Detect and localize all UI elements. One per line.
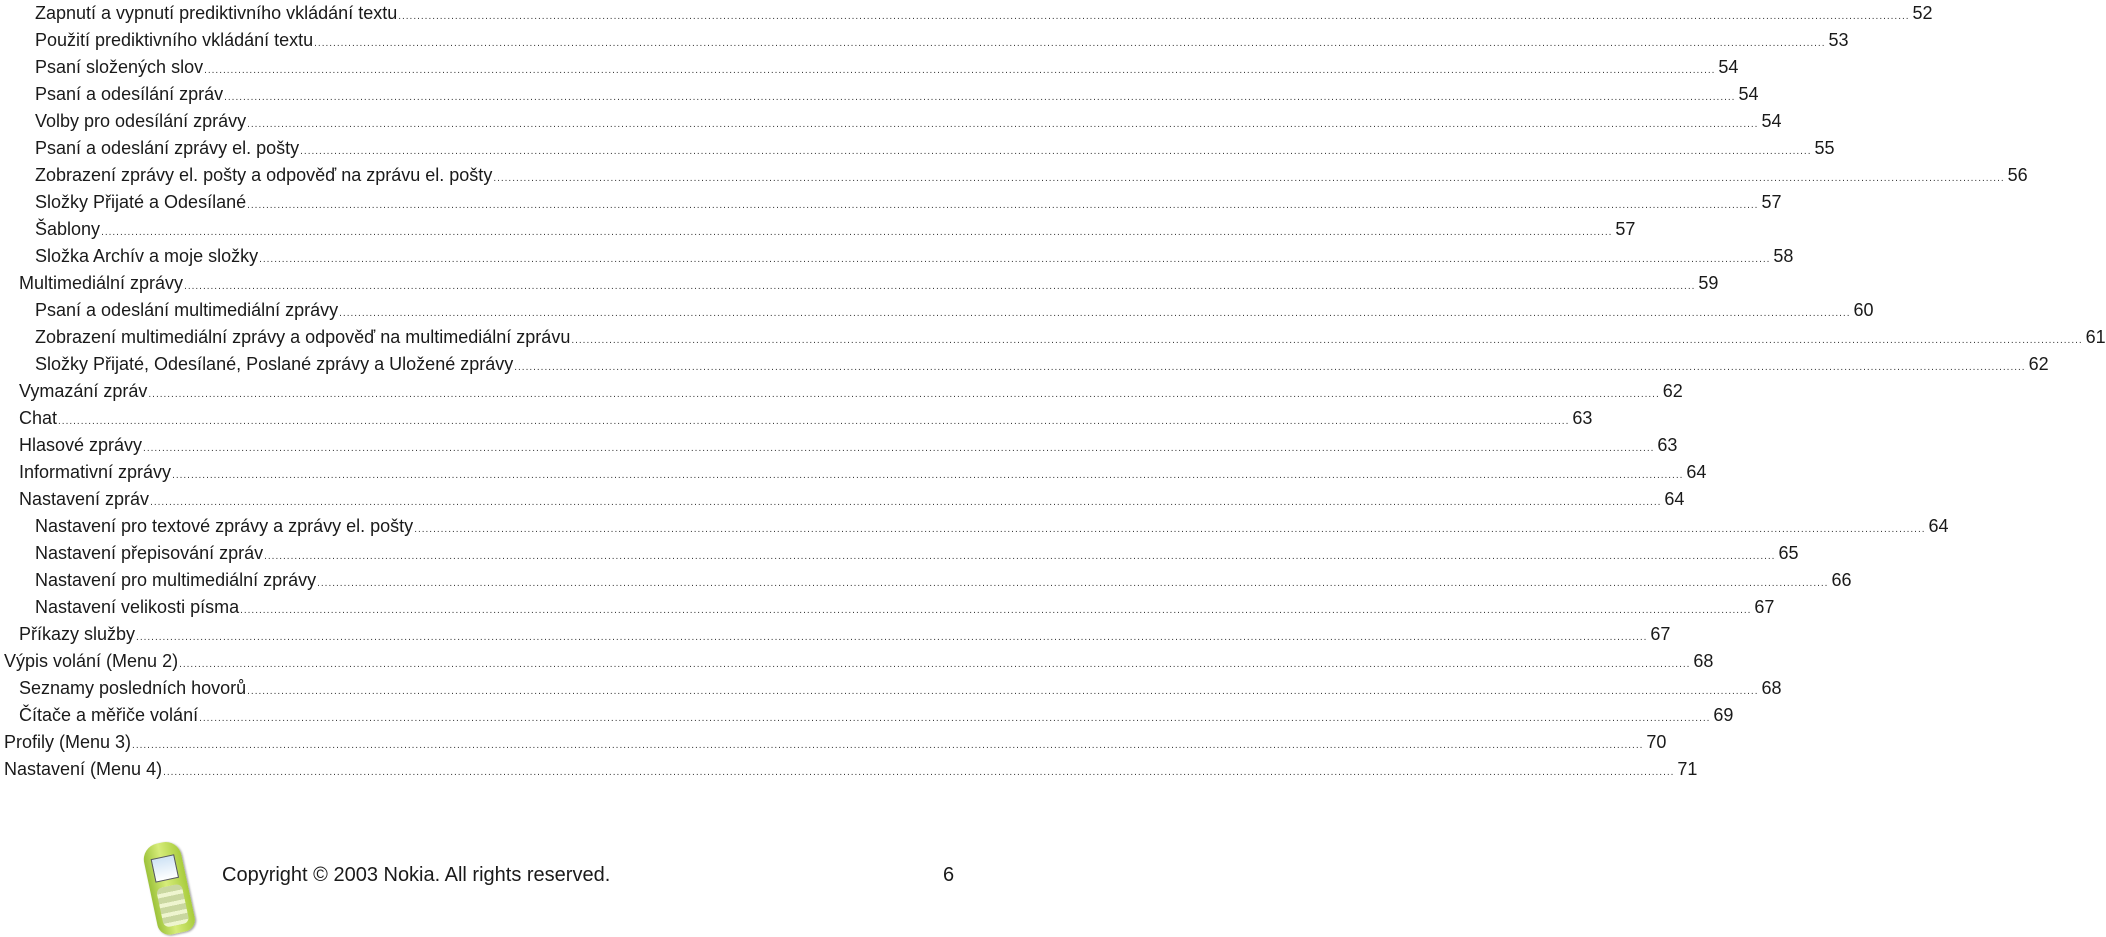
copyright-text: Copyright © 2003 Nokia. All rights reserved. (222, 864, 611, 886)
toc-entry-title: Multimediální zprávy (19, 273, 184, 293)
toc-entry-title: Složky Přijaté a Odesílané (35, 192, 247, 212)
toc-entry-title: Informativní zprávy (19, 462, 172, 482)
toc-entry-title: Zapnutí a vypnutí prediktivního vkládání textu (35, 3, 398, 23)
toc-entry-page: 63 (1657, 435, 1678, 455)
toc-entry-title: Šablony (35, 219, 101, 239)
toc-entry-page: 60 (1853, 300, 1874, 320)
nokia-phone-image (141, 839, 197, 937)
toc-entry[interactable] (0, 189, 1782, 216)
toc-entry-title: Zobrazení multimediální zprávy a odpověď na multimediální zprávu (35, 327, 571, 347)
toc-entry-title: Nastavení přepisování zpráv (35, 543, 264, 563)
dot-leader: ................................................................................................................................................................................................................................................................................................................................................................................................................ (247, 200, 1759, 211)
toc-entry-page: 63 (1572, 408, 1593, 428)
dot-leader: ................................................................................................................................................................................................................................................................................................................................................................................................................ (163, 767, 1675, 778)
dot-leader: ................................................................................................................................................................................................................................................................................................................................................................................................................ (300, 146, 1812, 157)
toc-entry-page: 66 (1831, 570, 1852, 590)
dot-leader: ................................................................................................................................................................................................................................................................................................................................................................................................................ (136, 632, 1648, 643)
dot-leader: ................................................................................................................................................................................................................................................................................................................................................................................................................ (339, 308, 1851, 319)
toc-entry-title: Zobrazení zprávy el. pošty a odpověď na zprávu el. pošty (35, 165, 493, 185)
toc-entry[interactable] (0, 513, 1949, 540)
dot-leader: ................................................................................................................................................................................................................................................................................................................................................................................................................ (224, 92, 1736, 103)
dot-leader: ................................................................................................................................................................................................................................................................................................................................................................................................................ (514, 362, 2026, 373)
toc-entry[interactable] (0, 324, 2106, 351)
toc-entry[interactable] (0, 54, 1739, 81)
dot-leader: ................................................................................................................................................................................................................................................................................................................................................................................................................ (240, 605, 1752, 616)
dot-leader: ................................................................................................................................................................................................................................................................................................................................................................................................................ (571, 335, 2083, 346)
toc-entry-page: 55 (1814, 138, 1835, 158)
toc-entry[interactable] (0, 459, 1707, 486)
dot-leader: ................................................................................................................................................................................................................................................................................................................................................................................................................ (58, 416, 1570, 427)
toc-entry-title: Čítače a měřiče volání (19, 705, 199, 725)
dot-leader: ................................................................................................................................................................................................................................................................................................................................................................................................................ (493, 173, 2005, 184)
toc-entry[interactable] (0, 27, 1849, 54)
toc-entry-title: Výpis volání (Menu 2) (4, 651, 179, 671)
toc-entry-page: 65 (1778, 543, 1799, 563)
toc-entry-page: 71 (1677, 759, 1698, 779)
toc-entry-title: Psaní a odeslání multimediální zprávy (35, 300, 339, 320)
toc-entry[interactable] (0, 594, 1775, 621)
toc-entry[interactable] (0, 567, 1852, 594)
toc-entry-page: 69 (1713, 705, 1734, 725)
dot-leader: ................................................................................................................................................................................................................................................................................................................................................................................................................ (317, 578, 1829, 589)
toc-entry-title: Nastavení pro multimediální zprávy (35, 570, 317, 590)
toc-entry[interactable] (0, 162, 2028, 189)
dot-leader: ................................................................................................................................................................................................................................................................................................................................................................................................................ (264, 551, 1776, 562)
dot-leader: ................................................................................................................................................................................................................................................................................................................................................................................................................ (314, 38, 1826, 49)
toc-entry[interactable] (0, 702, 1734, 729)
toc-entry-page: 64 (1928, 516, 1949, 536)
toc-entry[interactable] (0, 0, 1933, 27)
toc-entry-page: 54 (1761, 111, 1782, 131)
toc-entry-page: 58 (1773, 246, 1794, 266)
toc-entry-title: Nastavení velikosti písma (35, 597, 240, 617)
toc-entry-page: 57 (1761, 192, 1782, 212)
toc-entry-page: 68 (1761, 678, 1782, 698)
toc-entry-page: 67 (1650, 624, 1671, 644)
toc-entry-title: Hlasové zprávy (19, 435, 143, 455)
toc-entry-title: Profily (Menu 3) (4, 732, 132, 752)
dot-leader: ................................................................................................................................................................................................................................................................................................................................................................................................................ (150, 497, 1662, 508)
toc-entry[interactable] (0, 297, 1874, 324)
toc-entry-page: 64 (1686, 462, 1707, 482)
toc-entry-title: Volby pro odesílání zprávy (35, 111, 247, 131)
toc-entry-title: Vymazání zpráv (19, 381, 148, 401)
toc-entry-title: Seznamy posledních hovorů (19, 678, 247, 698)
toc-entry[interactable] (0, 648, 1714, 675)
toc-entry-page: 64 (1664, 489, 1685, 509)
toc-entry-page: 59 (1698, 273, 1719, 293)
phone-screen (151, 854, 179, 882)
dot-leader: ................................................................................................................................................................................................................................................................................................................................................................................................................ (247, 686, 1759, 697)
toc-entry[interactable] (0, 405, 1593, 432)
page-footer (0, 820, 960, 933)
toc-entry-page: 56 (2007, 165, 2028, 185)
toc-entry-page: 70 (1646, 732, 1667, 752)
dot-leader: ................................................................................................................................................................................................................................................................................................................................................................................................................ (132, 740, 1644, 751)
toc-entry-page: 62 (2028, 354, 2049, 374)
toc-entry[interactable] (0, 81, 1759, 108)
toc-entry-title: Chat (19, 408, 58, 428)
toc-entry-page: 52 (1912, 3, 1933, 23)
toc-entry-page: 53 (1828, 30, 1849, 50)
phone-keypad (156, 883, 190, 928)
dot-leader: ................................................................................................................................................................................................................................................................................................................................................................................................................ (199, 713, 1711, 724)
toc-entry-page: 61 (2085, 327, 2106, 347)
toc-entry[interactable] (0, 675, 1782, 702)
toc-entry[interactable] (0, 432, 1678, 459)
dot-leader: ................................................................................................................................................................................................................................................................................................................................................................................................................ (204, 65, 1716, 76)
dot-leader: ................................................................................................................................................................................................................................................................................................................................................................................................................ (184, 281, 1696, 292)
dot-leader: ................................................................................................................................................................................................................................................................................................................................................................................................................ (247, 119, 1759, 130)
toc-entry[interactable] (0, 135, 1835, 162)
toc-entry-title: Nastavení (Menu 4) (4, 759, 163, 779)
toc-entry-page: 54 (1718, 57, 1739, 77)
toc-entry[interactable] (0, 270, 1719, 297)
dot-leader: ................................................................................................................................................................................................................................................................................................................................................................................................................ (101, 227, 1613, 238)
toc-entry[interactable] (0, 486, 1685, 513)
toc-entry-title: Složky Přijaté, Odesílané, Poslané zprávy a Uložené zprávy (35, 354, 514, 374)
toc-entry[interactable] (0, 108, 1782, 135)
toc-entry[interactable] (0, 621, 1671, 648)
toc-entry[interactable] (0, 378, 1683, 405)
toc-entry[interactable] (0, 540, 1799, 567)
dot-leader: ................................................................................................................................................................................................................................................................................................................................................................................................................ (398, 11, 1910, 22)
toc-entry-title: Použití prediktivního vkládání textu (35, 30, 314, 50)
toc-entry-page: 57 (1615, 219, 1636, 239)
toc-entry[interactable] (0, 729, 1667, 756)
toc-entry-title: Psaní složených slov (35, 57, 204, 77)
toc-entry-page: 68 (1693, 651, 1714, 671)
dot-leader: ................................................................................................................................................................................................................................................................................................................................................................................................................ (143, 443, 1655, 454)
toc-entry-title: Příkazy služby (19, 624, 136, 644)
toc-entry-page: 62 (1662, 381, 1683, 401)
toc-entry[interactable] (0, 216, 1636, 243)
dot-leader: ................................................................................................................................................................................................................................................................................................................................................................................................................ (414, 524, 1926, 535)
toc-entry-page: 67 (1754, 597, 1775, 617)
toc-entry-page: 54 (1738, 84, 1759, 104)
toc-entry-title: Psaní a odesílání zpráv (35, 84, 224, 104)
toc-entry[interactable] (0, 351, 2049, 378)
toc-entry-title: Nastavení pro textové zprávy a zprávy el. pošty (35, 516, 414, 536)
toc-entry-title: Psaní a odeslání zprávy el. pošty (35, 138, 300, 158)
dot-leader: ................................................................................................................................................................................................................................................................................................................................................................................................................ (179, 659, 1691, 670)
dot-leader: ................................................................................................................................................................................................................................................................................................................................................................................................................ (259, 254, 1771, 265)
toc-entry[interactable] (0, 243, 1794, 270)
toc-entry-title: Nastavení zpráv (19, 489, 150, 509)
page-number: 6 (943, 864, 955, 886)
dot-leader: ................................................................................................................................................................................................................................................................................................................................................................................................................ (172, 470, 1684, 481)
toc-entry-title: Složka Archív a moje složky (35, 246, 259, 266)
dot-leader: ................................................................................................................................................................................................................................................................................................................................................................................................................ (148, 389, 1660, 400)
toc-entry[interactable] (0, 756, 1698, 783)
